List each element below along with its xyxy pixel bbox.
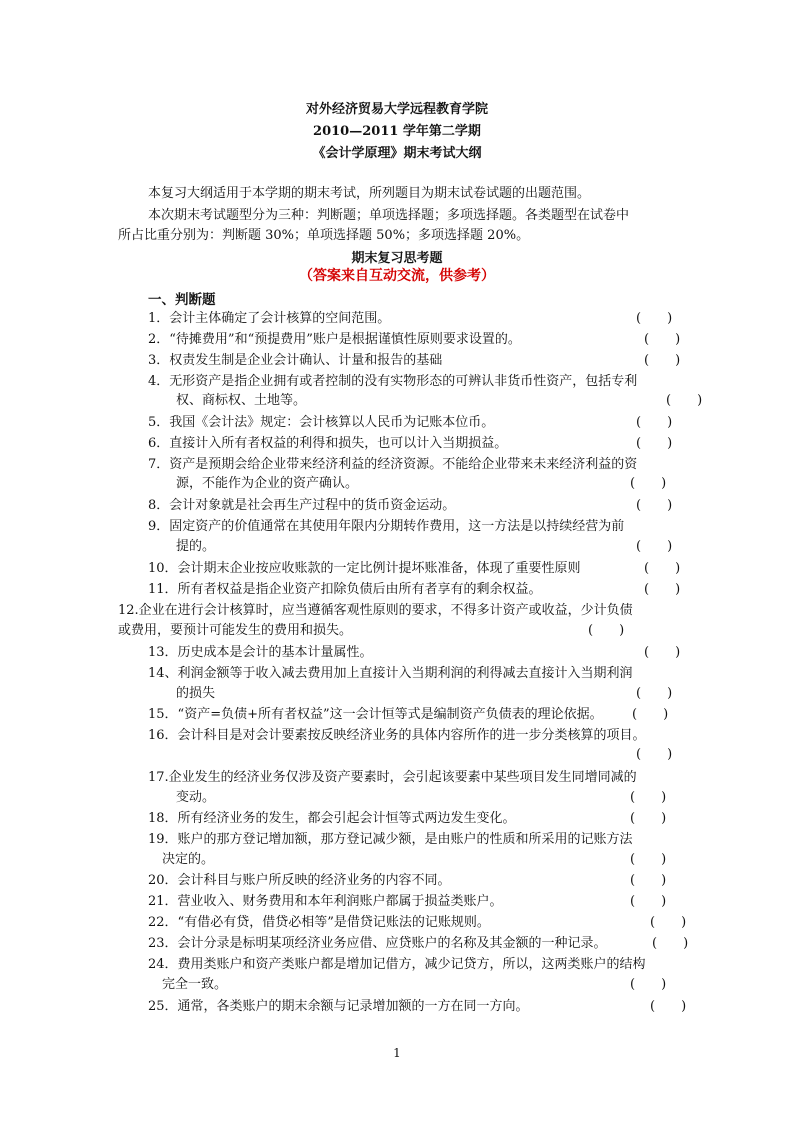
- school-name: 对外经济贸易大学远程教育学院: [305, 102, 488, 117]
- question-7a: 7．资产是预期会给企业带来经济利益的经济资源。不能给企业带来未来经济利益的资: [148, 457, 638, 472]
- section-true-false: 一、判断题: [148, 292, 216, 308]
- question-11: 11．所有者权益是指企业资产扣除负债后由所有者享有的剩余权益。: [148, 582, 542, 597]
- semester-title: 2010—2011 学年第二学期: [313, 124, 481, 139]
- answer-blank: ( ): [630, 977, 667, 992]
- question-4b: 权、商标权、土地等。: [176, 393, 307, 408]
- answer-blank: ( ): [636, 436, 673, 451]
- answer-blank: ( ): [644, 582, 681, 597]
- answer-blank: ( ): [630, 790, 667, 805]
- answer-blank: ( ): [652, 936, 689, 951]
- review-title: 期末复习思考题: [351, 251, 443, 266]
- answer-blank: ( ): [666, 393, 703, 408]
- answer-blank: ( ): [630, 894, 667, 909]
- review-note: （答案来自互动交流，供参考）: [299, 268, 495, 284]
- question-8: 8．会计对象就是社会再生产过程中的货币资金运动。: [148, 498, 456, 513]
- answer-blank: ( ): [644, 645, 681, 660]
- answer-blank: ( ): [630, 476, 667, 491]
- question-15: 15．“资产=负债+所有者权益”这一会计恒等式是编制资产负债表的理论依据。: [148, 707, 603, 722]
- question-25: 25．通常，各类账户的期末余额与记录增加额的一方在同一方向。: [148, 999, 529, 1014]
- question-9b: 提的。: [176, 539, 216, 554]
- answer-blank: ( ): [650, 915, 687, 930]
- question-14a: 14、利润金额等于收入减去费用加上直接计入当期利润的利得减去直接计入当期利润: [148, 666, 633, 681]
- answer-blank: ( ): [636, 498, 673, 513]
- answer-blank: ( ): [636, 539, 673, 554]
- answer-blank: ( ): [630, 852, 667, 867]
- intro-paragraph-2b: 所占比重分别为：判断题 30%；单项选择题 50%；多项选择题 20%。: [118, 228, 530, 243]
- question-24a: 24．费用类账户和资产类账户都是增加记借方，减少记贷方，所以，这两类账户的结构: [148, 957, 646, 972]
- answer-blank: ( ): [630, 811, 667, 826]
- question-7b: 源，不能作为企业的资产确认。: [176, 476, 359, 491]
- question-2: 2．“待摊费用”和“预提费用”账户是根据谨慎性原则要求设置的。: [148, 332, 521, 347]
- question-3: 3．权责发生制是企业会计确认、计量和报告的基础: [148, 353, 443, 368]
- intro-paragraph-1: 本复习大纲适用于本学期的期末考试，所列题目为期末试卷试题的出题范围。: [148, 186, 591, 201]
- question-5: 5．我国《会计法》规定：会计核算以人民币为记账本位币。: [148, 415, 495, 430]
- answer-blank: ( ): [636, 747, 673, 762]
- exam-title: 《会计学原理》期末考试大纲: [312, 146, 482, 161]
- question-21: 21．营业收入、财务费用和本年利润账户都属于损益类账户。: [148, 894, 503, 909]
- question-20: 20．会计科目与账户所反映的经济业务的内容不同。: [148, 873, 451, 888]
- question-19a: 19．账户的那方登记增加额，那方登记减少额，是由账户的性质和所采用的记账方法: [148, 832, 633, 847]
- page-number: 1: [393, 1046, 401, 1060]
- question-12a: 12.企业在进行会计核算时，应当遵循客观性原则的要求，不得多计资产或收益，少计负债: [118, 603, 633, 618]
- question-17b: 变动。: [176, 790, 216, 805]
- answer-blank: ( ): [650, 999, 687, 1014]
- question-17a: 17.企业发生的经济业务仅涉及资产要素时，会引起该要素中某些项目发生同增同减的: [148, 770, 637, 785]
- question-19b: 决定的。: [162, 852, 215, 867]
- answer-blank: ( ): [644, 332, 681, 347]
- answer-blank: ( ): [588, 623, 625, 638]
- answer-blank: ( ): [632, 707, 669, 722]
- answer-blank: ( ): [636, 415, 673, 430]
- answer-blank: ( ): [636, 311, 673, 326]
- answer-blank: ( ): [644, 561, 681, 576]
- question-12b: 或费用，要预计可能发生的费用和损失。: [118, 623, 353, 638]
- answer-blank: ( ): [636, 686, 673, 701]
- answer-blank: ( ): [630, 873, 667, 888]
- question-16: 16．会计科目是对会计要素按反映经济业务的具体内容所作的进一步分类核算的项目。: [148, 728, 646, 743]
- question-10: 10．会计期末企业按应收账款的一定比例计提坏账准备，体现了重要性原则: [148, 561, 581, 576]
- answer-blank: ( ): [644, 353, 681, 368]
- question-4a: 4．无形资产是指企业拥有或者控制的没有实物形态的可辨认非货币性资产，包括专利: [148, 374, 638, 389]
- intro-paragraph-2a: 本次期末考试题型分为三种：判断题；单项选择题；多项选择题。各类题型在试卷中: [148, 208, 630, 223]
- question-23: 23．会计分录是标明某项经济业务应借、应贷账户的名称及其金额的一种记录。: [148, 936, 607, 951]
- question-1: 1．会计主体确定了会计核算的空间范围。: [148, 311, 391, 326]
- question-14b: 的损失: [176, 686, 216, 701]
- question-18: 18．所有经济业务的发生，都会引起会计恒等式两边发生变化。: [148, 811, 516, 826]
- question-13: 13．历史成本是会计的基本计量属性。: [148, 645, 373, 660]
- question-22: 22．“有借必有贷，借贷必相等”是借贷记账法的记账规则。: [148, 915, 490, 930]
- question-9a: 9．固定资产的价值通常在其使用年限内分期转作费用，这一方法是以持续经营为前: [148, 519, 625, 534]
- question-6: 6．直接计入所有者权益的利得和损失，也可以计入当期损益。: [148, 436, 508, 451]
- question-24b: 完全一致。: [162, 977, 228, 992]
